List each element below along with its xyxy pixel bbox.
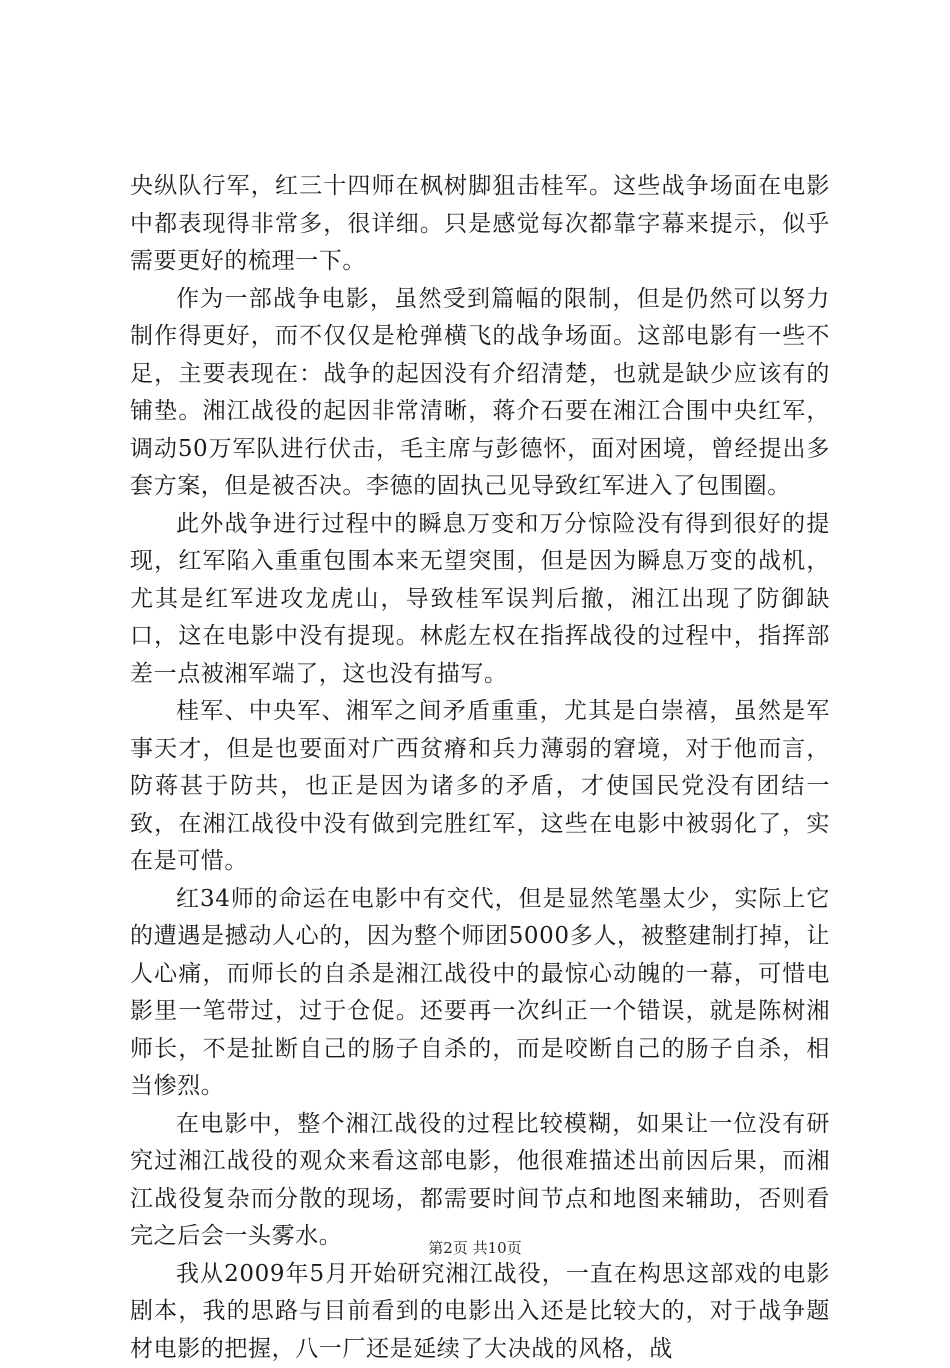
page-number-footer: 第2页 共10页 [0,1238,950,1258]
paragraph: 作为一部战争电影，虽然受到篇幅的限制，但是仍然可以努力制作得更好，而不仅仅是枪弹横飞的战争场面。这部电影有一些不足，主要表现在：战争的起因没有介绍清楚，也就是缺少应该有的铺垫。湘江战役的起因非常清晰，蒋介石要在湘江合围中央红军，调动50万军队进行伏击，毛主席与彭德怀，面对困境，曾经提出多套方案，但是被否决。李德的固执己见导致红军进入了包围圈。 [130,281,830,506]
document-body [130,168,830,1368]
paragraph: 红34师的命运在电影中有交代，但是显然笔墨太少，实际上它的遭遇是撼动人心的，因为整个师团5000多人，被整建制打掉，让人心痛，而师长的自杀是湘江战役中的最惊心动魄的一幕，可惜电影里一笔带过，过于仓促。还要再一次纠正一个错误，就是陈树湘师长，不是扯断自己的肠子自杀的，而是咬断自己的肠子自杀，相当惨烈。 [130,881,830,1106]
paragraph: 在电影中，整个湘江战役的过程比较模糊，如果让一位没有研究过湘江战役的观众来看这部电影，他很难描述出前因后果，而湘江战役复杂而分散的现场，都需要时间节点和地图来辅助，否则看完之后会一头雾水。 [130,1106,830,1256]
paragraph: 我从2009年5月开始研究湘江战役，一直在构思这部戏的电影剧本，我的思路与目前看到的电影出入还是比较大的，对于战争题材电影的把握，八一厂还是延续了大决战的风格，战 [130,1256,830,1368]
paragraph: 此外战争进行过程中的瞬息万变和万分惊险没有得到很好的提现，红军陷入重重包围本来无望突围，但是因为瞬息万变的战机，尤其是红军进攻龙虎山，导致桂军误判后撤，湘江出现了防御缺口，这在电影中没有提现。林彪左权在指挥战役的过程中，指挥部差一点被湘军端了，这也没有描写。 [130,506,830,694]
paragraph-continuation: 央纵队行军，红三十四师在枫树脚狙击桂军。这些战争场面在电影中都表现得非常多，很详细。只是感觉每次都靠字幕来提示，似乎需要更好的梳理一下。 [130,168,830,281]
paragraph: 桂军、中央军、湘军之间矛盾重重，尤其是白崇禧，虽然是军事天才，但是也要面对广西贫瘠和兵力薄弱的窘境，对于他而言，防蒋甚于防共，也正是因为诸多的矛盾，才使国民党没有团结一致，在湘江战役中没有做到完胜红军，这些在电影中被弱化了，实在是可惜。 [130,693,830,881]
